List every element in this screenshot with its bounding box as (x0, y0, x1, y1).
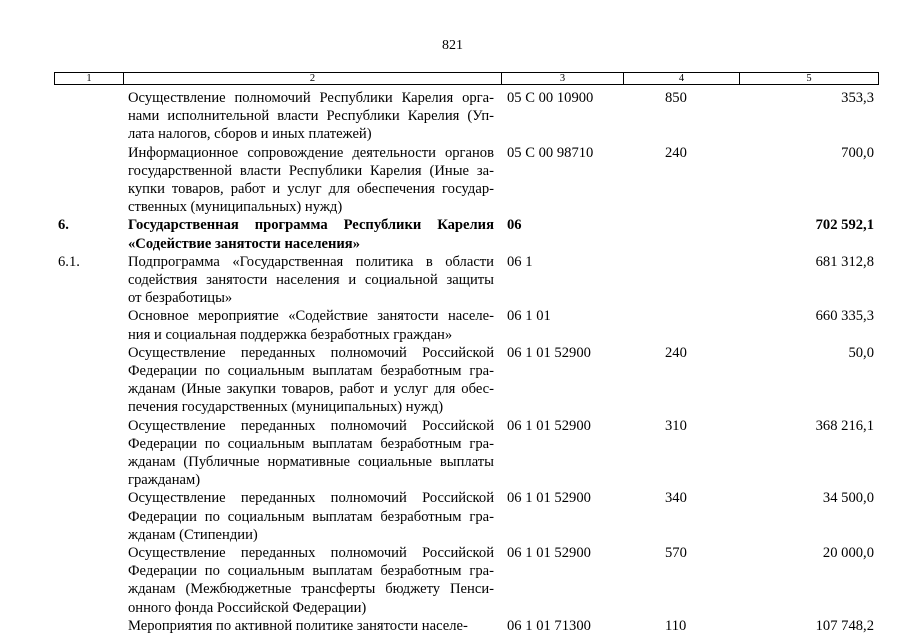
row-description: Осуществление переданных полномочий Российской Федерации по социальным выплатам безработным гра- жданам (Публичные нормативные социальные выплаты гражданам) (128, 417, 494, 489)
header-col-4: 4 (624, 73, 740, 84)
row-expense-type: 240 (665, 344, 687, 361)
row-code: 05 С 00 10900 (507, 90, 594, 106)
row-number: 6. (58, 217, 69, 234)
row-description: Государственная программа Республики Карелия «Содействие занятости населения» (128, 217, 494, 252)
row-code: 06 1 (507, 253, 533, 270)
row-expense-type: 110 (665, 617, 687, 634)
row-code: 06 1 01 71300 (507, 617, 591, 634)
row-amount: 660 335,3 (815, 308, 874, 325)
row-description: Осуществление переданных полномочий Российской Федерации по социальным выплатам безработным гра- жданам (Иные закупки товаров, работ и услуг для обес- печения государственных (муниципальных) нужд) (128, 344, 494, 416)
row-number: 6.1. (58, 253, 80, 270)
row-amount: 107 748,2 (815, 617, 874, 634)
row-amount: 702 592,1 (815, 217, 874, 234)
row-code: 06 (507, 217, 522, 234)
table-row (0, 253, 905, 308)
header-col-3: 3 (502, 73, 624, 84)
row-expense-type: 310 (665, 417, 687, 434)
row-expense-type: 240 (665, 144, 687, 161)
row-code: 06 1 01 52900 (507, 344, 591, 361)
table-row (0, 344, 905, 417)
row-amount: 34 500,0 (822, 490, 874, 507)
table-row (0, 144, 905, 217)
row-amount: 681 312,8 (815, 253, 874, 270)
table-row (0, 89, 905, 144)
row-description: Осуществление переданных полномочий Российской Федерации по социальным выплатам безработным гра- жданам (Межбюджетные трансферты бюджету Пенси- онного фонда Российской Федерации) (128, 545, 494, 616)
row-expense-type: 570 (665, 545, 687, 562)
header-col-2: 2 (124, 73, 502, 84)
row-expense-type: 850 (665, 90, 687, 106)
table-row (0, 489, 905, 544)
row-amount: 700,0 (841, 144, 874, 161)
row-description: Основное мероприятие «Содействие занятости населе- ния и социальная поддержка безработных граждан» (128, 308, 494, 343)
table-header (54, 72, 879, 85)
row-description: Мероприятия по активной политике занятости населе- (128, 617, 468, 634)
row-expense-type: 340 (665, 490, 687, 507)
table-row (0, 417, 905, 490)
table-row (0, 617, 905, 635)
row-amount: 20 000,0 (822, 545, 874, 562)
row-code: 06 1 01 52900 (507, 545, 591, 562)
row-amount: 368 216,1 (815, 417, 874, 434)
row-amount: 50,0 (848, 344, 874, 361)
row-code: 05 С 00 98710 (507, 144, 594, 161)
table-row (0, 307, 905, 343)
row-code: 06 1 01 52900 (507, 417, 591, 434)
row-code: 06 1 01 52900 (507, 490, 591, 507)
row-amount: 353,3 (841, 90, 874, 106)
row-description: Информационное сопровождение деятельности органов государственной власти Республики Карелия (Иные за- купки товаров, работ и услуг для обеспечения государ- ственных (муниципальных) нужд) (128, 144, 494, 216)
header-col-5: 5 (806, 73, 812, 84)
row-description: Подпрограмма «Государственная политика в области содействия занятости населения и социальной защиты от безработицы» (128, 253, 494, 307)
header-col-1: 1 (55, 73, 124, 84)
row-description: Осуществление переданных полномочий Российской Федерации по социальным выплатам безработным гра- жданам (Стипендии) (128, 490, 494, 543)
page-number: 821 (442, 38, 463, 53)
table-row (0, 216, 905, 252)
table-body (0, 89, 905, 635)
row-description: Осуществление полномочий Республики Карелия орга- нами исполнительной власти Республики Карелия (Уп- лата налогов, сборов и иных платежей) (128, 90, 494, 143)
row-code: 06 1 01 (507, 308, 551, 325)
table-row (0, 544, 905, 617)
